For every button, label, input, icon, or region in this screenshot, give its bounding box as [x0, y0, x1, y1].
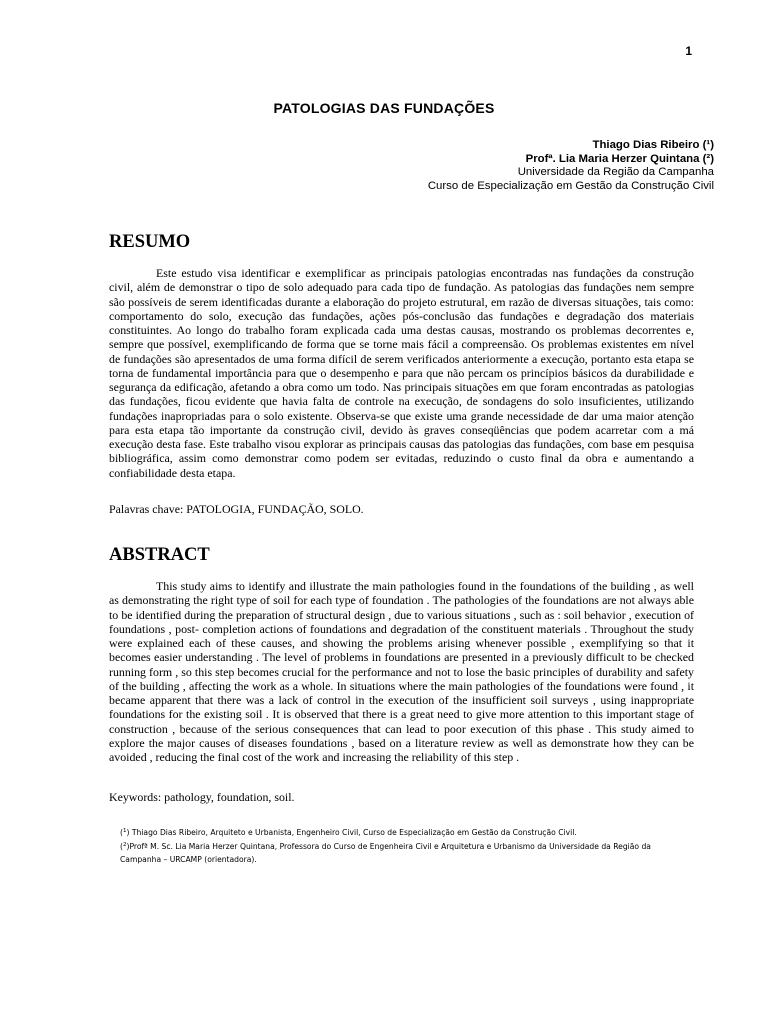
footnote-1: ($^1$) Thiago Dias Ribeiro, Arquiteto e Urbanista, Engenheiro Civil, Curso de Especialização em Gestão da Construção Civil.	[120, 828, 577, 837]
footnote-2-marker: 2	[122, 842, 127, 848]
author-block	[428, 139, 714, 193]
abstract-heading: ABSTRACT	[109, 545, 210, 565]
abstract-keywords: Keywords: pathology, foundation, soil.	[109, 790, 295, 804]
author-1: Thiago Dias Ribeiro (¹)	[592, 139, 714, 151]
page-number: 1	[685, 44, 692, 58]
resumo-keywords: Palavras chave: PATOLOGIA, FUNDAÇÃO, SOLO.	[109, 502, 364, 516]
abstract-body: This study aims to identify and illustrate the main pathologies found in the foundations of the building , as well as demonstrating the right type of soil for each type of foundation . The pathologies of the foundations are not always able to be identified during the preparation of structural design , due to various situations , such as : soil behavior , execution of foundations , post- completion actions of foundations and degradation of the constituent materials . Throughout the study were explained each of these causes, and showing the problems arising whenever possible , exemplifying so that it becomes easier understanding . The level of problems in foundations are presented in a previously difficult to be checked running form , so this step becomes crucial for the performance and not to lose the basic principles of durability and safety of the building , affecting the work as a whole. In situations where the main pathologies of the foundations were found , it became apparent that there was a lack of control in the execution of the insufficient soil surveys , using inappropriate foundations for the existing soil . It is observed that there is a great need to give more attention to this important stage of construction , because of the serious consequences that can lead to poor execution of this phase . This study aimed to explore the major causes of diseases foundations , based on a literature review as well as demonstrate how they can be avoided , reducing the final cost of the work and increasing the reliability of this step .	[109, 579, 694, 764]
footnote-2-text: Profª M. Sc. Lia Maria Herzer Quintana, Professora do Curso de Engenheira Civil e Arquitetura e Urbanismo da Universidade da Região da Campanha – URCAMP (orientadora).	[120, 842, 651, 864]
resumo-heading: RESUMO	[109, 232, 191, 252]
footnote-1-text: Thiago Dias Ribeiro, Arquiteto e Urbanista, Engenheiro Civil, Curso de Especialização em Gestão da Construção Civil.	[129, 828, 577, 837]
course: Curso de Especialização em Gestão da Construção Civil	[427, 179, 714, 192]
paper-title: PATOLOGIAS DAS FUNDAÇÕES	[273, 100, 495, 116]
footnote-2: ($^2$)Profª M. Sc. Lia Maria Herzer Quintana, Professora do Curso de Engenheira Civil e Arquitetura e Urbanismo da Universidade da Região da Campanha – URCAMP (orientadora).	[120, 842, 651, 864]
author-2: Profª. Lia Maria Herzer Quintana (²)	[525, 152, 714, 165]
institution: Universidade da Região da Campanha	[517, 166, 714, 179]
footnote-1-marker: 1	[122, 828, 127, 834]
resumo-body: Este estudo visa identificar e exemplificar as principais patologias encontradas nas fundações da construção civil, além de demonstrar o tipo de solo adequado para cada tipo de fundação. As patologias das fundações nem sempre são possíveis de serem identificadas durante a elaboração do projeto estrutural, em razão de diversas situações, tais como: comportamento do solo, execução das fundações, ações pós-conclusão das fundações e degradação dos materiais constituintes. Ao longo do trabalho foram explicada cada uma destas causas, mostrando os problemas decorrentes e, sempre que possível, exemplificando de forma que se torne mais fácil a compreensão. Os problemas existentes em nível de fundações são apresentados de uma forma difícil de serem verificados anteriormente a execução, portanto esta etapa se torna de fundamental importância para que o desempenho e para que não percam os princípios básicos da durabilidade e segurança da edificação, afetando a obra como um todo. Nas principais situações em que foram encontradas as patologias das fundações, ficou evidente que havia falta de controle na execução, de sondagens do solo insuficientes, utilizando fundações inapropriadas para o solo existente. Observa-se que existe uma grande necessidade de dar uma maior atenção para esta etapa tão importante da construção civil, devido às graves conseqüências que podem acarretar com a má execução desta fase. Este trabalho visou explorar as principais causas das patologias das fundações, com base em pesquisa bibliográfica, assim como demonstrar como podem ser evitadas, reduzindo o custo final da obra e aumentando a confiabilidade desta etapa.	[109, 266, 694, 480]
footnotes	[120, 825, 690, 866]
